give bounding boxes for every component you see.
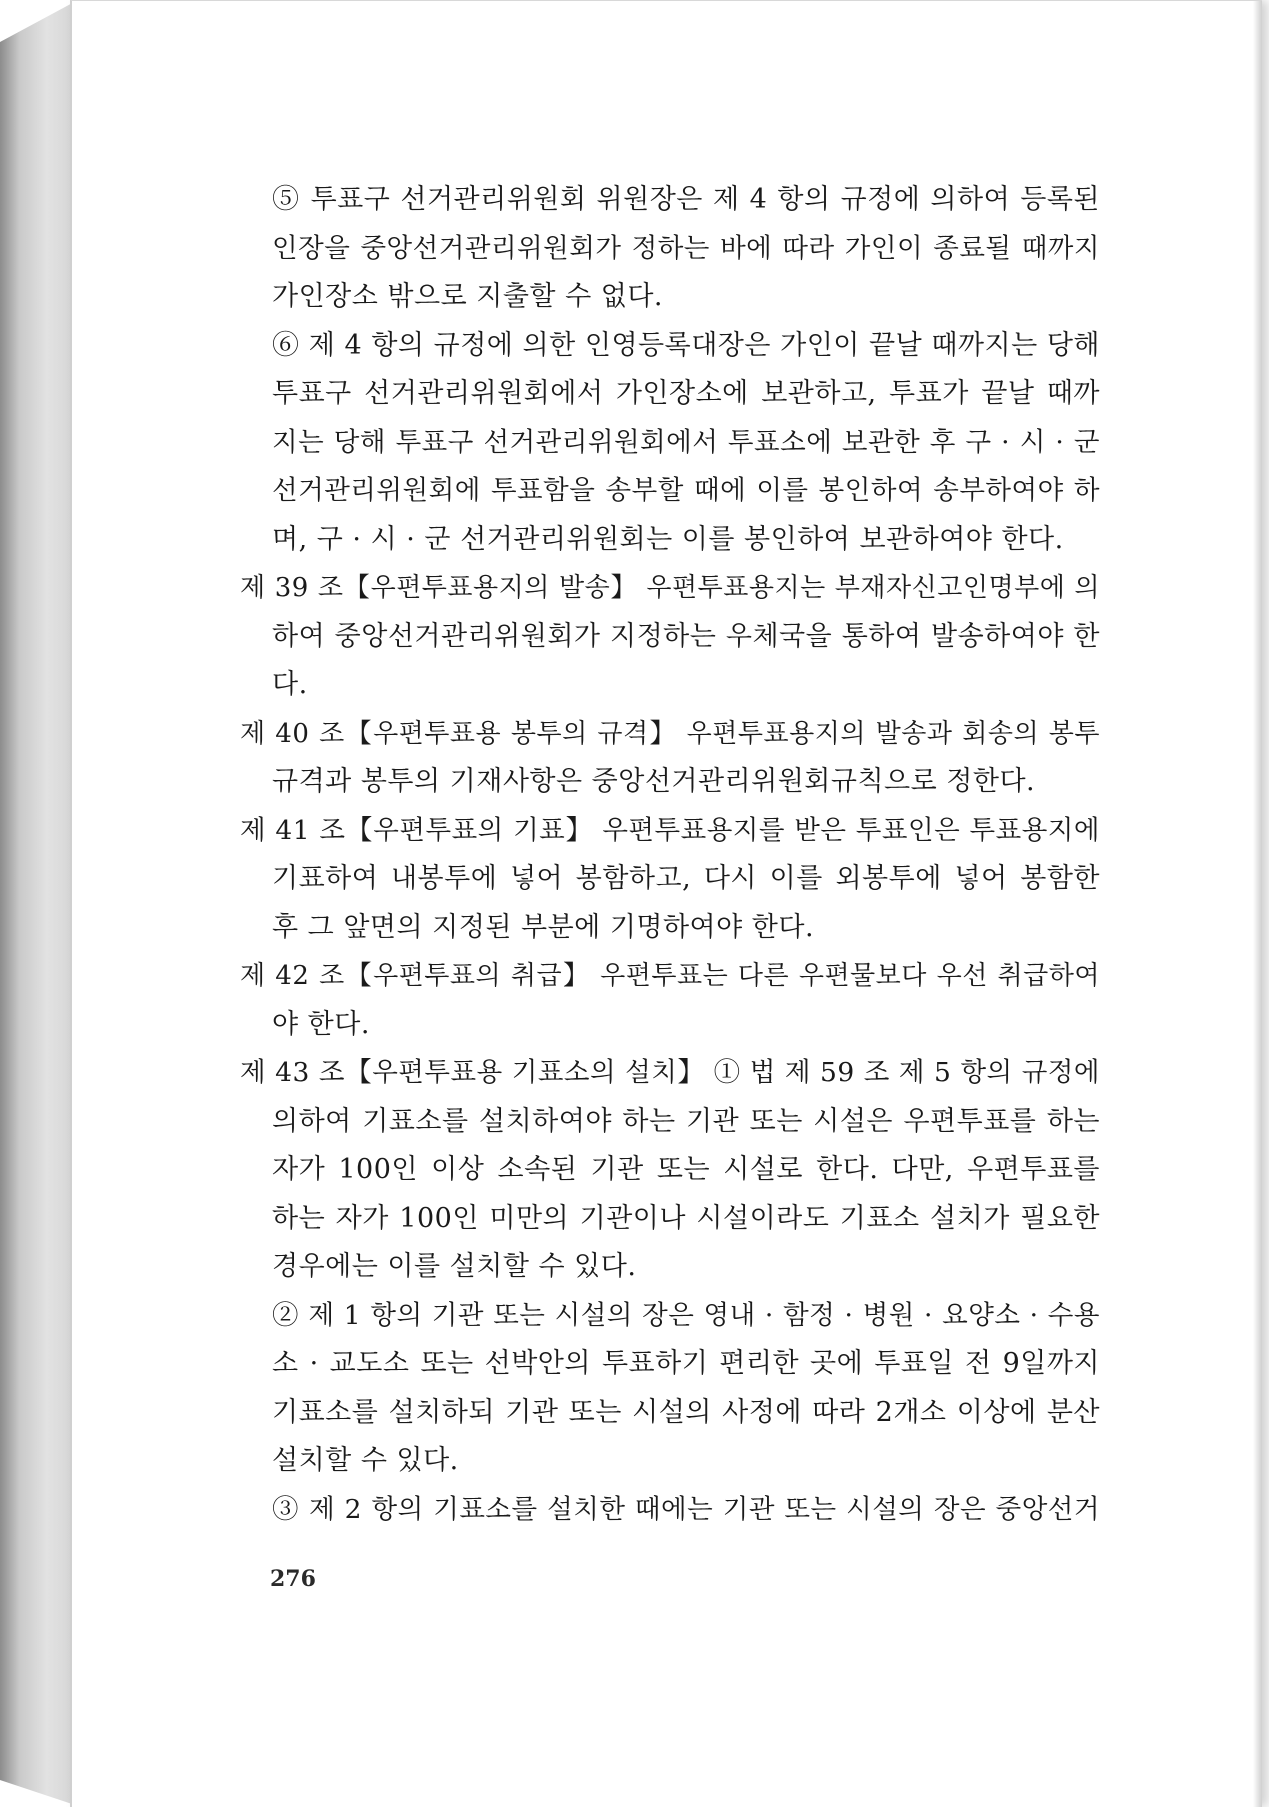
text-line: 자가 100인 이상 소속된 기관 또는 시설로 한다. 다만, 우편투표를: [272, 1154, 1100, 1185]
text-line: 인장을 중앙선거관리위원회가 정하는 바에 따라 가인이 종료될 때까지: [272, 232, 1100, 264]
page-number: 276: [270, 1566, 316, 1592]
article-heading-line: 제 39 조【우편투표용지의 발송】 우편투표용지는 부재자신고인명부에 의: [240, 573, 1100, 603]
article-heading-line: 제 43 조【우편투표용 기표소의 설치】 ① 법 제 59 조 제 5 항의 규정에: [240, 1057, 1100, 1088]
article-heading-line: 제 41 조【우편투표의 기표】 우편투표용지를 받은 투표인은 투표용지에: [240, 814, 1100, 846]
text-line: 다.: [272, 669, 308, 700]
text-line: ⑤ 투표구 선거관리위원회 위원장은 제 4 항의 규정에 의하여 등록된: [272, 184, 1100, 215]
text-line: 후 그 앞면의 지정된 부분에 기명하여야 한다.: [272, 911, 815, 943]
page-right-shadow: [1253, 1, 1262, 1807]
text-line: 설치할 수 있다.: [272, 1445, 459, 1476]
text-line: 가인장소 밖으로 지출할 수 없다.: [272, 281, 663, 312]
text-line: 투표구 선거관리위원회에서 가인장소에 보관하고, 투표가 끝날 때까: [272, 378, 1100, 409]
text-line: 규격과 봉투의 기재사항은 중앙선거관리위원회규칙으로 정한다.: [272, 766, 1036, 797]
book-spine-edge: [0, 0, 78, 1806]
text-line: 며, 구 · 시 · 군 선거관리위원회는 이를 봉인하여 보관하여야 한다.: [272, 523, 1064, 555]
text-line: 기표소를 설치하되 기관 또는 시설의 사정에 따라 2개소 이상에 분산: [272, 1396, 1100, 1428]
text-line: 기표하여 내봉투에 넣어 봉함하고, 다시 이를 외봉투에 넣어 봉함한: [272, 863, 1100, 894]
page-body-text: [240, 176, 1100, 1534]
text-line: 야 한다.: [272, 1008, 370, 1040]
text-line: 의하여 기표소를 설치하여야 하는 기관 또는 시설은 우편투표를 하는: [272, 1105, 1100, 1137]
article-heading-line: 제 40 조【우편투표용 봉투의 규격】 우편투표용지의 발송과 회송의 봉투: [240, 718, 1100, 749]
article-heading-line: 제 42 조【우편투표의 취급】 우편투표는 다른 우편물보다 우선 취급하여: [240, 961, 1100, 991]
text-line: 선거관리위원회에 투표함을 송부할 때에 이를 봉인하여 송부하여야 하: [272, 475, 1100, 506]
text-line: ⑥ 제 4 항의 규정에 의한 인영등록대장은 가인이 끝날 때까지는 당해: [272, 329, 1100, 361]
text-line: 하는 자가 100인 미만의 기관이나 시설이라도 기표소 설치가 필요한: [272, 1202, 1100, 1234]
text-line: 하여 중앙선거관리위원회가 지정하는 우체국을 통하여 발송하여야 한: [272, 620, 1100, 652]
text-line: ③ 제 2 항의 기표소를 설치한 때에는 기관 또는 시설의 장은 중앙선거: [272, 1493, 1100, 1525]
text-line: 지는 당해 투표구 선거관리위원회에서 투표소에 보관한 후 구 · 시 · 군: [272, 426, 1100, 458]
text-line: ② 제 1 항의 기관 또는 시설의 장은 영내 · 함정 · 병원 · 요양소 · 수용: [272, 1299, 1100, 1331]
text-line: 경우에는 이를 설치할 수 있다.: [272, 1251, 637, 1282]
text-line: 소 · 교도소 또는 선박안의 투표하기 편리한 곳에 투표일 전 9일까지: [272, 1348, 1100, 1379]
